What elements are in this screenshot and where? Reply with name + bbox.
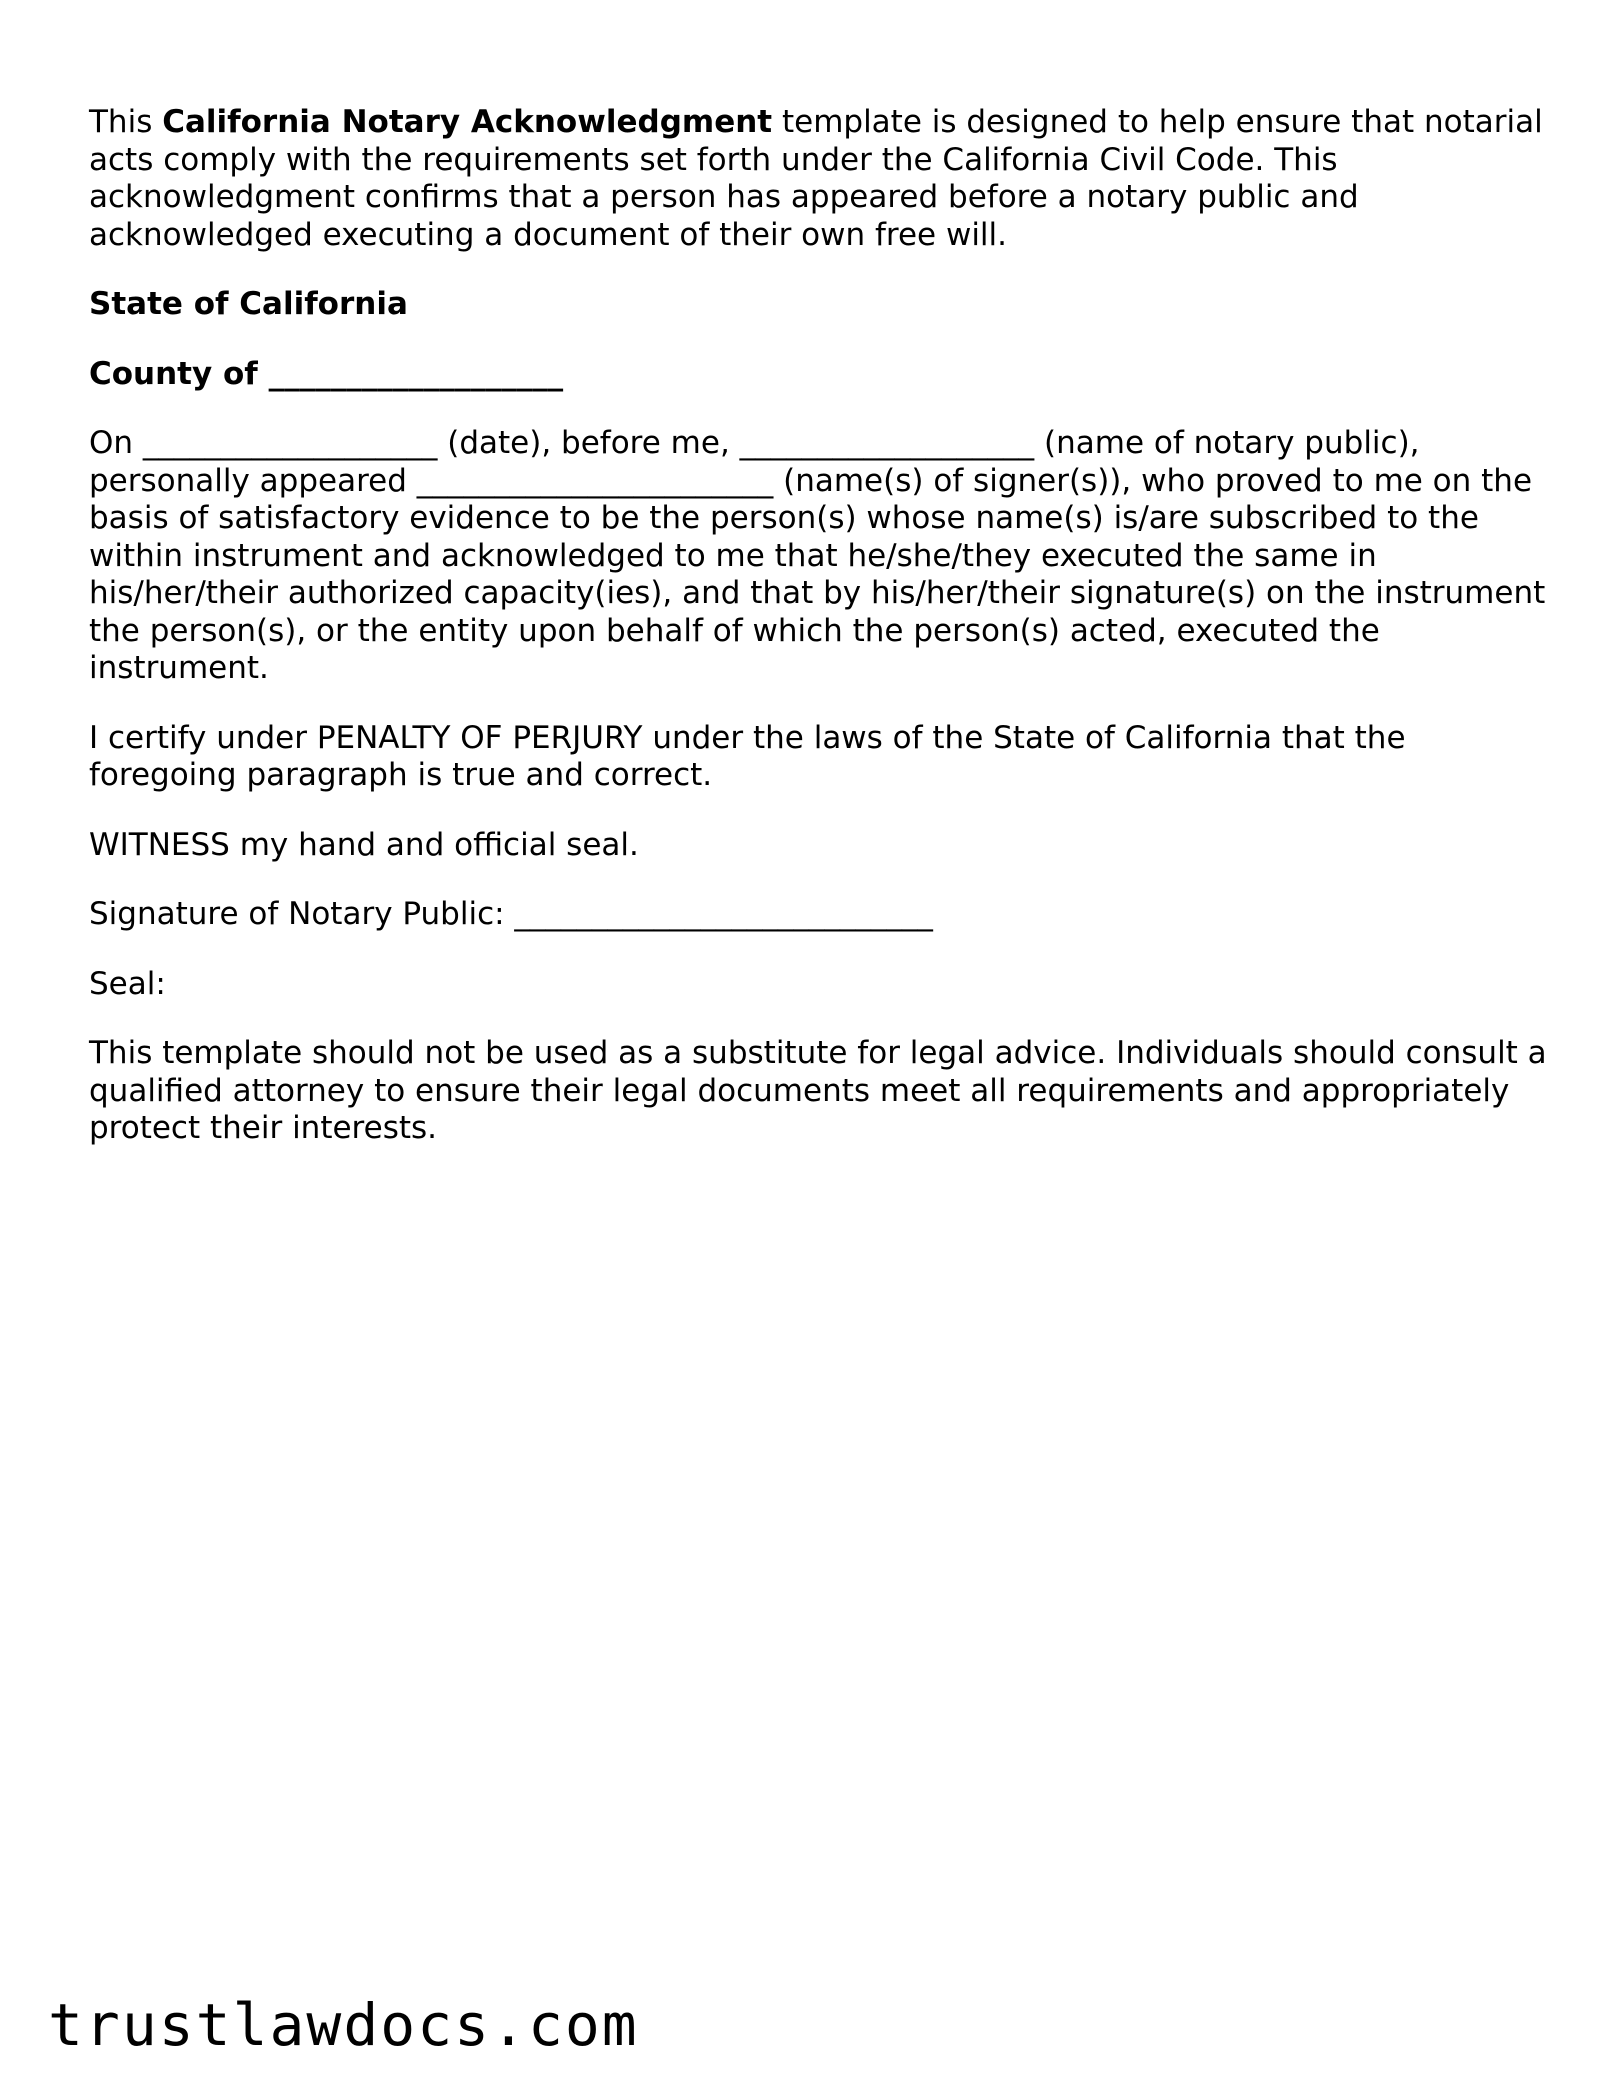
document-body (89, 104, 1549, 1180)
county-heading: County of ___________________ (89, 355, 564, 392)
document-title: California Notary Acknowledgment (162, 104, 773, 140)
intro-suffix: template is designed to help ensure that notarial acts comply with the requirements set forth under the California Civil Code. This acknowledgment confirms that a person has appeared before a notary public and acknowledged executing a document of their own free will. (89, 104, 1543, 253)
witness-line: WITNESS my hand and official seal. (89, 826, 639, 863)
intro-prefix: This (89, 104, 163, 140)
acknowledgment-paragraph: On ___________________ (date), before me, ___________________ (name of notary public), personally appeared _______________________ (name(s) of signer(s)), who proved to me on the basis of satisfactory evidence to be the person(s) whose name(s) is/are subscribed to the within instrument and acknowledged to me that he/she/they executed the same in his/her/their authorized capacity(ies), and that by his/her/their signature(s) on the instrument the person(s), or the entity upon behalf of which the person(s) acted, executed the instrument. (89, 425, 1546, 686)
intro-paragraph (89, 104, 1549, 254)
state-heading: State of California (89, 286, 408, 322)
certify-paragraph: I certify under PENALTY OF PERJURY under the laws of the State of California that the foregoing paragraph is true and correct. (89, 719, 1406, 793)
disclaimer-paragraph: This template should not be used as a substitute for legal advice. Individuals should consult a qualified attorney to ensure their legal documents meet all requirements and appropriately protect their interests. (89, 1035, 1547, 1146)
signature-line: Signature of Notary Public: ___________________________ (89, 896, 933, 932)
footer-watermark: trustlawdocs.com (48, 1991, 639, 2059)
seal-line: Seal: (89, 965, 166, 1002)
